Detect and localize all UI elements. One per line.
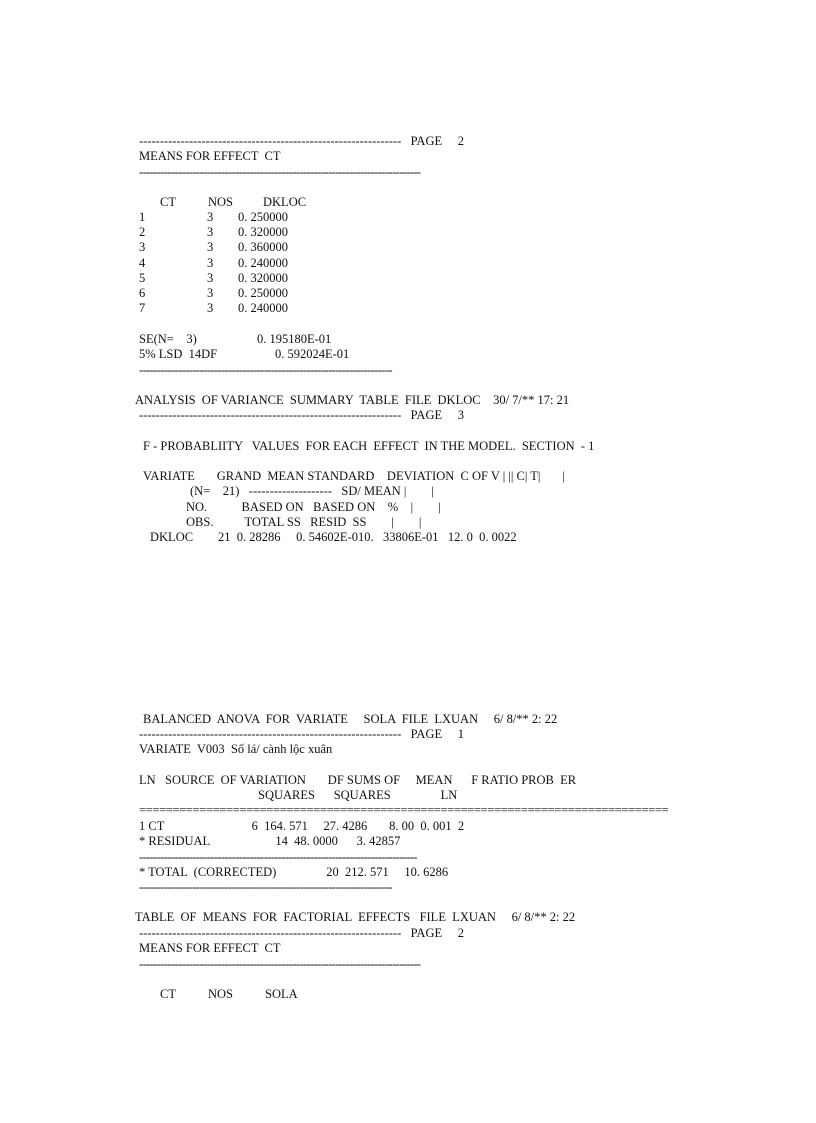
col-header-ct: CT	[160, 195, 176, 209]
table-cell: 3	[207, 225, 214, 239]
col-header-sola: SOLA	[265, 987, 298, 1001]
table-cell: 0. 250000	[238, 286, 288, 300]
table-cell: 1	[139, 210, 146, 224]
page-line: --------------------------------------------------------------- PAGE 3	[139, 408, 464, 422]
summary-data-row: DKLOC 21 0. 28286 0. 54602E-010. 33806E-01 12. 0 0. 0022	[150, 530, 517, 544]
table-cell: 0. 360000	[238, 240, 288, 254]
anova-summary-title: ANALYSIS OF VARIANCE SUMMARY TABLE FILE DKLOC 30/ 7/** 17: 21	[135, 393, 570, 407]
anova-header: LN SOURCE OF VARIATION DF SUMS OF MEAN F RATIO PROB ER	[139, 773, 577, 787]
variate-line: VARIATE V003 Số lá/ cành lộc xuân	[139, 742, 333, 756]
table-cell: 3	[139, 240, 146, 254]
table-cell: 3	[207, 240, 214, 254]
table-cell: 3	[207, 210, 214, 224]
means-table-title: TABLE OF MEANS FOR FACTORIAL EFFECTS FILE LXUAN 6/ 8/** 2: 22	[135, 910, 576, 924]
anova-header: SQUARES SQUARES LN	[258, 788, 458, 802]
table-cell: 3	[207, 256, 214, 270]
page-line: --------------------------------------------------------------- PAGE 2	[139, 134, 464, 148]
divider: ===============================================================================	[139, 803, 669, 817]
anova-row-ct: 1 CT 6 164. 571 27. 4286 8. 00 0. 001 2	[139, 819, 465, 833]
table-cell: 5	[139, 271, 146, 285]
divider: ------------------------------------------------------------------------------	[139, 850, 417, 864]
table-cell: 3	[207, 271, 214, 285]
summary-header-line: VARIATE GRAND MEAN STANDARD DEVIATION C OF V | || C| T| |	[143, 469, 565, 483]
table-cell: 2	[139, 225, 146, 239]
col-header-ct: CT	[160, 987, 176, 1001]
means-title: MEANS FOR EFFECT CT	[139, 149, 281, 163]
anova-row-total: * TOTAL (CORRECTED) 20 212. 571 10. 6286	[139, 865, 449, 879]
lsd-value: 0. 592024E-01	[275, 347, 350, 361]
table-cell: 7	[139, 301, 146, 315]
divider: -----------------------------------------------------------------------	[139, 880, 392, 894]
se-label: SE(N= 3)	[139, 332, 197, 346]
means-title: MEANS FOR EFFECT CT	[139, 941, 281, 955]
page-line: --------------------------------------------------------------- PAGE 1	[139, 727, 464, 741]
divider: -------------------------------------------------------------------------------	[139, 165, 421, 179]
se-value: 0. 195180E-01	[257, 332, 332, 346]
divider: -----------------------------------------------------------------------	[139, 363, 392, 377]
summary-header-line: (N= 21) -------------------- SD/ MEAN | |	[190, 484, 434, 498]
lsd-label: 5% LSD 14DF	[139, 347, 218, 361]
table-cell: 0. 240000	[238, 256, 288, 270]
col-header-dkloc: DKLOC	[263, 195, 307, 209]
table-cell: 0. 320000	[238, 271, 288, 285]
col-header-nos: NOS	[208, 195, 234, 209]
table-cell: 0. 250000	[238, 210, 288, 224]
table-cell: 6	[139, 286, 146, 300]
table-cell: 0. 320000	[238, 225, 288, 239]
anova-row-residual: * RESIDUAL 14 48. 0000 3. 42857	[139, 834, 401, 848]
table-cell: 3	[207, 301, 214, 315]
summary-header-line: NO. BASED ON BASED ON % | |	[186, 500, 441, 514]
divider: -------------------------------------------------------------------------------	[139, 957, 421, 971]
page-line: --------------------------------------------------------------- PAGE 2	[139, 926, 464, 940]
table-cell: 4	[139, 256, 146, 270]
summary-header-line: OBS. TOTAL SS RESID SS | |	[186, 515, 422, 529]
section-title: F - PROBABLIITY VALUES FOR EACH EFFECT IN THE MODEL. SECTION - 1	[143, 439, 595, 453]
table-cell: 0. 240000	[238, 301, 288, 315]
col-header-nos: NOS	[208, 987, 234, 1001]
table-cell: 3	[207, 286, 214, 300]
anova-title: BALANCED ANOVA FOR VARIATE SOLA FILE LXUAN 6/ 8/** 2: 22	[143, 712, 558, 726]
